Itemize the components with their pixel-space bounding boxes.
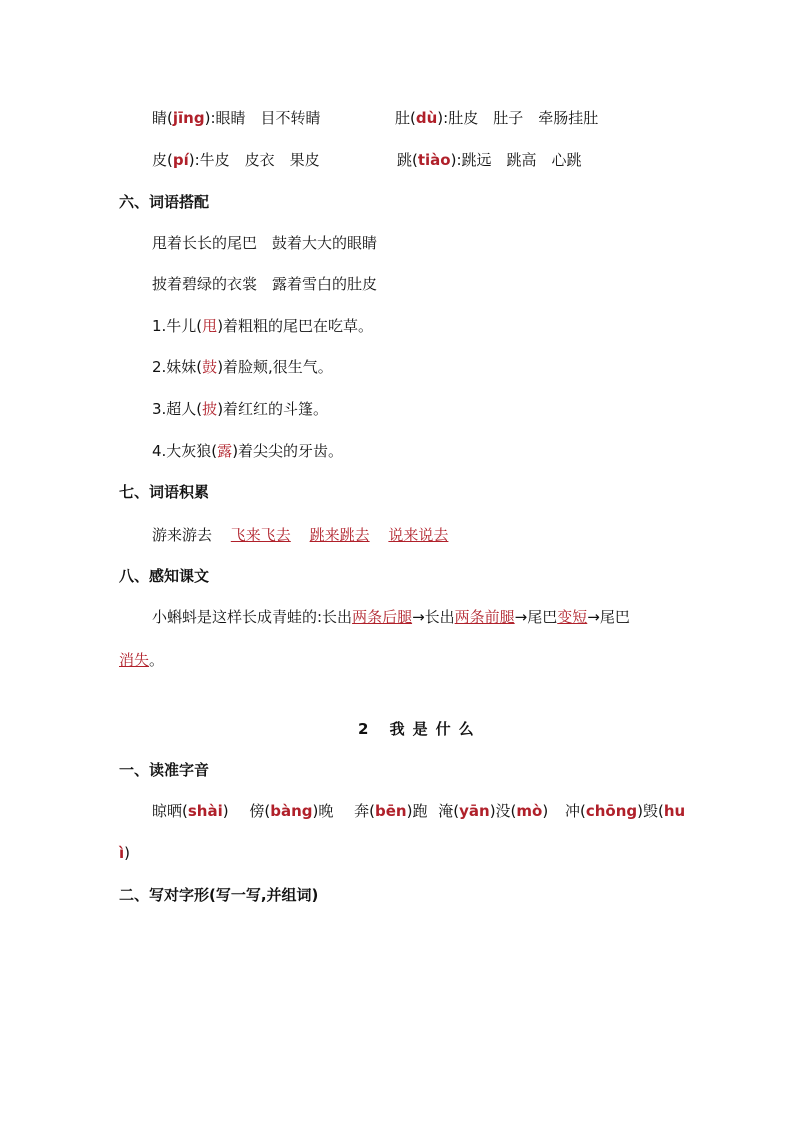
answer-blank-1: 两条后腿 xyxy=(352,608,413,626)
pinyin: pí xyxy=(172,151,189,169)
item-suffix: )着尖尖的牙齿。 xyxy=(232,442,344,460)
reading-item-3: 奔(bēn)跑 xyxy=(354,802,428,820)
item-answer: 鼓 xyxy=(202,358,218,376)
wrapped-pinyin: ì xyxy=(119,844,125,862)
lesson-title: 2 我是什么 xyxy=(358,720,482,738)
word-accumulation-line xyxy=(152,525,448,545)
word-list: :牛皮 皮衣 果皮 xyxy=(194,151,320,169)
item-prefix: 4.大灰狼( xyxy=(152,442,218,460)
answer-blank-3: 变短 xyxy=(557,608,588,626)
pinyin: dù xyxy=(415,109,438,127)
fill-in-item-3 xyxy=(152,399,328,419)
answer-blank-2: 两条前腿 xyxy=(454,608,515,626)
answer-word-3: 说来说去 xyxy=(388,526,449,544)
item-suffix: )着脸颊,很生气。 xyxy=(217,358,333,376)
section-heading-7: 七、词语积累 xyxy=(119,483,210,501)
pronunciation-row-2-right: 跳(tiào):跳远 跳高 心跳 xyxy=(397,151,582,169)
answer-word-2: 跳来跳去 xyxy=(309,526,370,544)
reading-item-2: 傍(bàng)晚 xyxy=(249,802,334,820)
character: 皮 xyxy=(152,151,168,169)
word-list: :肚皮 肚子 牵肠挂肚 xyxy=(443,109,599,127)
pronunciation-row-1-right: 肚(dù):肚皮 肚子 牵肠挂肚 xyxy=(395,109,599,127)
reading-item-4: 淹(yān)没(mò) xyxy=(438,802,549,820)
answer-word-1: 飞来飞去 xyxy=(230,526,291,544)
pinyin: tiào xyxy=(417,151,451,169)
sentence-text: →尾巴 xyxy=(514,608,558,626)
item-prefix: 2.妹妹( xyxy=(152,358,203,376)
sentence-text: →长出 xyxy=(412,608,455,626)
item-prefix: 3.超人( xyxy=(152,400,203,418)
character: 跳 xyxy=(397,151,413,169)
sentence-text: 。 xyxy=(149,651,165,669)
answer-blank-4: 消失 xyxy=(119,651,150,669)
item-answer: 披 xyxy=(202,400,218,418)
wrapped-paren: ) xyxy=(124,844,131,862)
pronunciation-row-1: 睛(jīng):眼睛 目不转睛 xyxy=(152,109,321,127)
fill-in-item-4 xyxy=(152,441,343,461)
item-suffix: )着粗粗的尾巴在吃草。 xyxy=(217,317,374,335)
sentence-text: 小蝌蚪是这样长成青蛙的:长出 xyxy=(152,608,353,626)
reading-line xyxy=(152,801,685,821)
section-heading-1: 一、读准字音 xyxy=(119,761,210,779)
reading-item-5: 冲(chōng)毁(hu xyxy=(565,802,686,820)
sentence-text: →尾巴 xyxy=(587,608,630,626)
section-heading-6: 六、词语搭配 xyxy=(119,193,210,211)
phrase-pairs-line-1: 甩着长长的尾巴 鼓着大大的眼睛 xyxy=(152,234,378,252)
item-prefix: 1.牛儿( xyxy=(152,317,203,335)
item-answer: 露 xyxy=(217,442,233,460)
word-list: :跳远 跳高 心跳 xyxy=(456,151,582,169)
reading-line-wrap xyxy=(119,843,130,863)
fill-in-item-1 xyxy=(152,316,373,336)
text-perception-line-1 xyxy=(152,607,630,627)
pronunciation-row-2: 皮(pí):牛皮 皮衣 果皮 xyxy=(152,151,320,169)
text-perception-line-2 xyxy=(119,650,164,670)
pinyin: jīng xyxy=(172,109,205,127)
character: 睛 xyxy=(152,109,168,127)
phrase-pairs-line-2: 披着碧绿的衣裳 露着雪白的肚皮 xyxy=(152,275,378,293)
word-list: :眼睛 目不转睛 xyxy=(210,109,321,127)
item-answer: 甩 xyxy=(202,317,218,335)
section-heading-2: 二、写对字形(写一写,并组词) xyxy=(119,886,319,904)
item-suffix: )着红红的斗篷。 xyxy=(217,400,329,418)
fill-in-item-2 xyxy=(152,357,333,377)
section-heading-8: 八、感知课文 xyxy=(119,567,210,585)
character: 肚 xyxy=(395,109,411,127)
example-word: 游来游去 xyxy=(152,526,213,544)
reading-item-1: 晾晒(shài) xyxy=(152,802,229,820)
